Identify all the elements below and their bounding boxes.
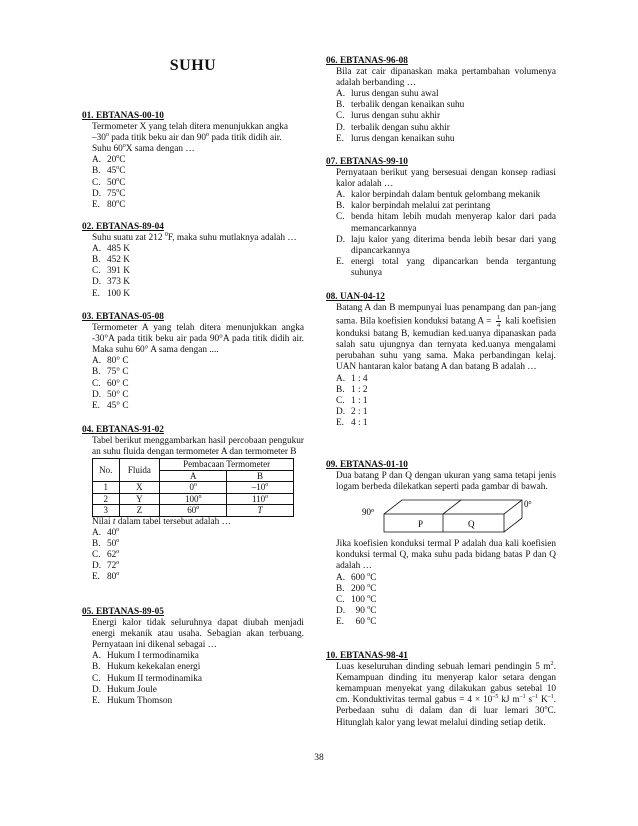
option-b[interactable]: B. 452 K xyxy=(92,255,130,266)
question-7-text: Pernyataan berikut yang bersesuai dengan konsep radiasi kalor adalah … xyxy=(336,168,556,190)
question-7 xyxy=(326,157,556,279)
option-a[interactable]: A. 485 K xyxy=(92,244,130,255)
question-1-header: 01. EBTANAS-00-10 xyxy=(82,111,164,121)
question-8-header: 08. UAN-04-12 xyxy=(326,292,385,302)
option-b[interactable]: B. 75° C xyxy=(92,367,129,378)
question-1-text: Termometer X yang telah ditera menunjukkan angka –30$^o$ pada titik beku air dan 90$^o$ pada titik didih air. Suhu 60$^o$X sama dengan … xyxy=(92,122,289,155)
question-4-options xyxy=(82,528,304,583)
rod-top-right-edges xyxy=(384,500,522,532)
question-6-options xyxy=(326,89,556,144)
question-8-text: Batang A dan B mempunyai luas penampang dan pan-jang sama. Bila koefisien konduksi batang A = $\frac{1}{4}$ kali koefisien konduksi batang B, kemudian ked.uanya dipanaskan pada salah satu ujungnya dan ternyata ked.uanya mengalami perubahan suhu yang sama. Maka perbandingan kelaj. UAN hantaran kalor batang A dan batang B adalah … xyxy=(336,303,556,373)
question-8 xyxy=(326,292,556,429)
question-5-options xyxy=(82,651,304,706)
option-e[interactable]: E. 60 $^o$C xyxy=(336,615,377,627)
table-row: 1 X 0$^o$ –10$^o$ xyxy=(93,482,294,494)
right-temperature-label: 0$^o$ xyxy=(524,499,532,510)
question-5-header: 05. EBTANAS-89-05 xyxy=(82,607,164,617)
question-8-options xyxy=(326,374,556,429)
question-10 xyxy=(326,651,556,729)
option-c[interactable]: C. 62$^o$ xyxy=(92,548,120,561)
option-a[interactable]: A. kalor berpindah dalam bentuk gelombang mekanik xyxy=(336,190,541,201)
option-d[interactable]: D. 50° C xyxy=(92,389,129,400)
question-3-text: Termometer A yang telah ditera menunjukkan angka -30°A pada titik beku air pada 90°A pada titik didih air. Maka suhu 60° A sama dengan .... xyxy=(92,323,304,356)
option-c[interactable]: C. lurus dengan suhu akhir xyxy=(336,111,441,122)
option-b[interactable]: B. 50$^o$ xyxy=(92,537,120,549)
question-2-header: 02. EBTANAS-89-04 xyxy=(82,222,164,232)
table-header-group: Pembacaan Termometer xyxy=(160,459,294,471)
question-4-header: 04. EBTANAS-91-02 xyxy=(82,425,164,435)
option-a[interactable]: A. lurus dengan suhu awal xyxy=(336,89,439,100)
option-d[interactable]: D. laju kalor yang diterima benda lebih besar dari yang dipancarkannya xyxy=(336,234,556,256)
question-3 xyxy=(82,312,304,412)
option-c[interactable]: C. benda hitam lebih mudah menyerap kalor dari pada memancarkannya xyxy=(336,212,556,234)
table-header-fluida: Fluida xyxy=(119,459,160,482)
question-9-text: Dua batang P dan Q dengan ukuran yang sama tetapi jenis logam berbeda dilekatkan seperti pada gambar di bawah. xyxy=(336,471,556,493)
option-b[interactable]: B. 45$^o$C xyxy=(92,165,126,177)
option-b[interactable]: B. kalor berpindah melalui zat perintang xyxy=(336,201,491,212)
option-e[interactable]: E. energi total yang dipancarkan benda tergantung suhunya xyxy=(336,256,556,278)
table-header-a: A xyxy=(160,470,227,482)
table-row: 3 Z 60$^o$ T xyxy=(93,505,294,517)
option-b[interactable]: B. Hukum kekekalan energi xyxy=(92,662,201,673)
question-3-options xyxy=(82,356,304,411)
question-9-header: 09. EBTANAS-01-10 xyxy=(326,460,408,470)
option-e[interactable]: E. 100 K xyxy=(92,288,130,299)
option-d[interactable]: D. 72$^o$ xyxy=(92,560,120,572)
option-d[interactable]: D. 2 : 1 xyxy=(336,406,368,417)
question-4-text: Tabel berikut menggambarkan hasil percobaan pengukur an suhu fluida dengan termometer A dan termometer B xyxy=(92,436,304,458)
question-2-options xyxy=(82,244,304,299)
question-9-after: Jika koefisien konduksi termal P adalah dua kali koefisien konduksi termal Q, maka suhu pada bidang batas P dan Q adalah … xyxy=(336,539,556,572)
option-c[interactable]: C. 60° C xyxy=(92,378,129,389)
page-title: SUHU xyxy=(169,57,217,74)
question-4-after: Nilai t dalam tabel tersebut adalah … xyxy=(92,516,231,527)
question-4 xyxy=(82,425,304,583)
rod-q-label: Q xyxy=(468,519,475,530)
question-6 xyxy=(326,56,556,145)
option-c[interactable]: C. Hukum II termodinamika xyxy=(92,673,203,684)
option-e[interactable]: E. 80$^o$ xyxy=(92,571,120,583)
question-5 xyxy=(82,607,304,707)
question-6-header: 06. EBTANAS-96-08 xyxy=(326,56,408,66)
option-e[interactable]: E. 4 : 1 xyxy=(336,417,368,428)
option-d[interactable]: D. 373 K xyxy=(92,277,130,288)
option-d[interactable]: D. 90 $^o$C xyxy=(336,604,377,616)
table-header-b: B xyxy=(227,470,294,482)
thermometer-table xyxy=(92,458,294,517)
left-temperature-label: 90$^o$ xyxy=(362,507,374,518)
option-a[interactable]: A. Hukum I termodinamika xyxy=(92,651,199,662)
question-3-header: 03. EBTANAS-05-08 xyxy=(82,312,164,322)
option-a[interactable]: A. 600 $^o$C xyxy=(336,571,377,583)
question-9 xyxy=(326,460,556,628)
option-e[interactable]: E. Hukum Thomson xyxy=(92,695,173,706)
question-6-text: Bila zat cair dipanaskan maka pertambahan volumenya adalah berbanding … xyxy=(336,67,556,89)
option-d[interactable]: D. terbalik dengan suhu akhir xyxy=(336,122,450,133)
question-1-options xyxy=(82,155,304,210)
option-d[interactable]: D. Hukum Joule xyxy=(92,684,157,695)
question-9-options xyxy=(326,573,556,628)
question-7-header: 07. EBTANAS-99-10 xyxy=(326,157,408,167)
question-10-header: 10. EBTANAS-98-41 xyxy=(326,651,408,661)
option-b[interactable]: B. terbalik dengan kenaikan suhu xyxy=(336,100,465,111)
option-c[interactable]: C. 391 K xyxy=(92,266,130,277)
question-7-options xyxy=(326,190,556,279)
question-2 xyxy=(82,222,304,300)
option-a[interactable]: A. 80° C xyxy=(92,356,129,367)
question-1 xyxy=(82,111,304,211)
option-c[interactable]: C. 50$^o$C xyxy=(92,176,126,188)
option-a[interactable]: A. 20$^o$C xyxy=(92,154,126,166)
option-e[interactable]: E. 45° C xyxy=(92,400,129,411)
question-5-text: Energi kalor tidak seluruhnya dapat diubah menjadi energi mekanik atau usaha. Sebagian akan terbuang. Pernyataan ini dikenal sebagai … xyxy=(92,618,304,651)
option-b[interactable]: B. 1 : 2 xyxy=(336,384,368,395)
rods-diagram-svg xyxy=(336,493,546,539)
page-number: 38 xyxy=(314,753,324,763)
question-10-text: Luas keseluruhan dinding sebuah lemari pendingin 5 $m^2$. Kemampuan dinding itu menyerap kalor setara dengan kemampuan menyekat yang dilakukan gabus setebal 10 cm. Konduktivitas termal gabus = $4 \times 10^{-5}$ kJ $m^{-1}$ $s^{-1}$ $K^{-1}$. Perbedaan suhu di dalam dan di luar lemari 30$^o$C. Hitunglah kalor yang lewat melalui dinding setiap detik. xyxy=(336,661,556,728)
table-row: 2 Y 100$^o$ 110$^o$ xyxy=(93,493,294,505)
option-d[interactable]: D. 75$^o$C xyxy=(92,187,126,199)
option-c[interactable]: C. 100 $^o$C xyxy=(336,593,377,605)
rod-p-label: P xyxy=(418,519,424,530)
option-a[interactable]: A. 40$^o$ xyxy=(92,526,120,538)
rods-diagram xyxy=(326,493,556,539)
option-a[interactable]: A. 1 : 4 xyxy=(336,373,368,384)
option-c[interactable]: C. 1 : 1 xyxy=(336,395,368,406)
fraction: $\frac{1}{4}$ xyxy=(496,314,501,330)
option-b[interactable]: B. 200 $^o$C xyxy=(336,582,377,594)
question-2-text: Suhu suatu zat 212 $^0$F, maka suhu mutlaknya adalah … xyxy=(92,232,297,244)
option-e[interactable]: E. lurus dengan kenaikan suhu xyxy=(336,133,455,144)
option-e[interactable]: E. 80$^o$C xyxy=(92,198,126,210)
rod-front-face xyxy=(384,514,504,532)
table-header-no: No. xyxy=(93,459,120,482)
